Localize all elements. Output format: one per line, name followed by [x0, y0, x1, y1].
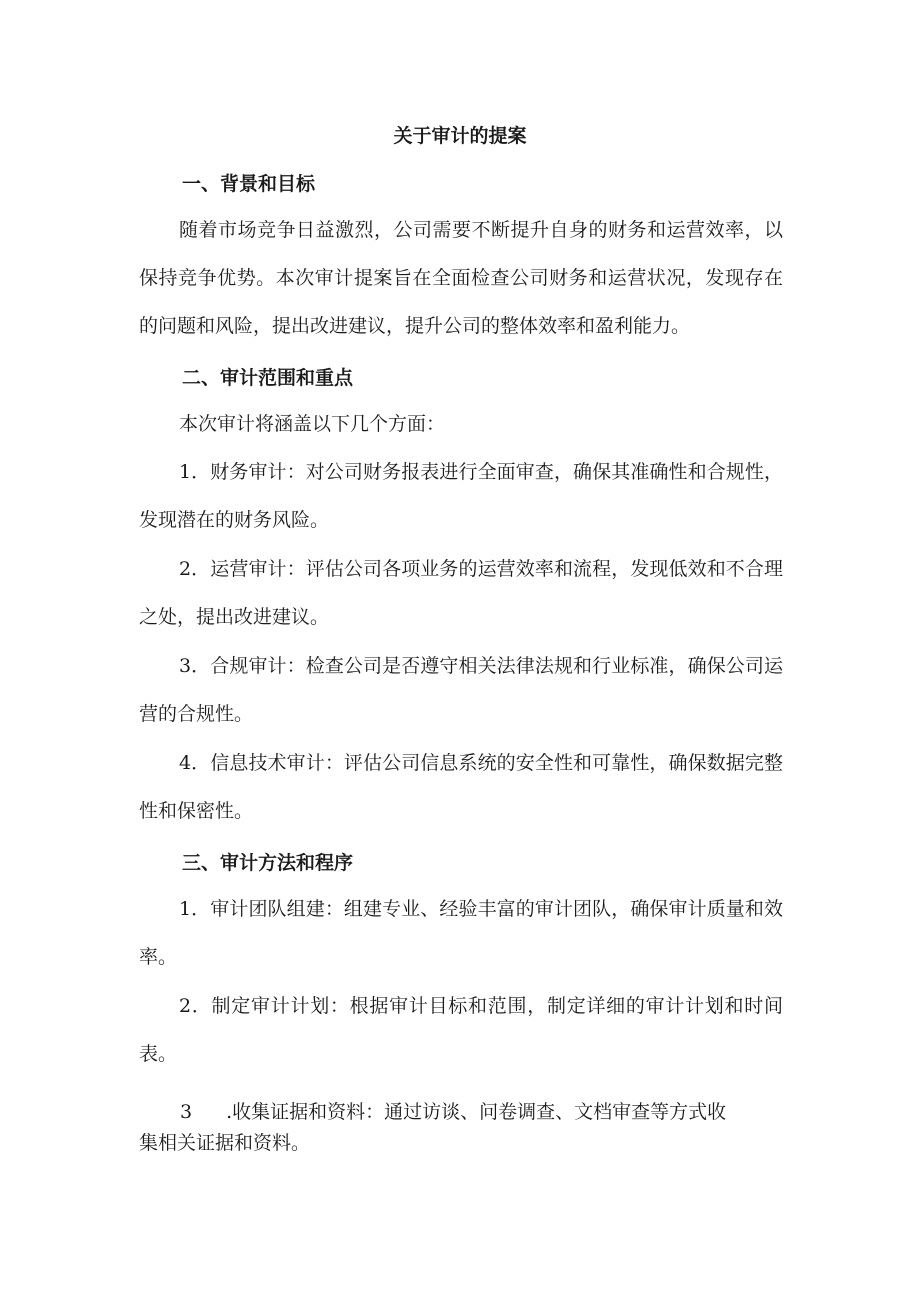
list-item-number: 3: [180, 1101, 193, 1123]
list-item-compliance-audit: 3．合规审计：检查公司是否遵守相关法律法规和行业标准，确保公司运营的合规性。: [139, 655, 783, 725]
section-heading-methods: 三、审计方法和程序: [182, 852, 354, 874]
document-title: 关于审计的提案: [393, 125, 527, 147]
section-heading-scope: 二、审计范围和重点: [182, 367, 354, 389]
list-item-financial-audit: 1．财务审计：对公司财务报表进行全面审查，确保其准确性和合规性，发现潜在的财务风险。: [139, 461, 783, 531]
list-item-evidence-collection-line2: 集相关证据和资料。: [139, 1132, 311, 1154]
list-item-text: .收集证据和资料：通过访谈、问卷调查、文档审查等方式收: [226, 1101, 727, 1123]
list-item-operational-audit: 2．运营审计：评估公司各项业务的运营效率和流程，发现低效和不合理之处，提出改进建议。: [139, 558, 783, 628]
paragraph-background: 随着市场竞争日益激烈，公司需要不断提升自身的财务和运营效率，以保持竞争优势。本次审计提案旨在全面检查公司财务和运营状况，发现存在的问题和风险，提出改进建议，提升公司的整体效率和盈利能力。: [139, 219, 783, 337]
list-item-audit-plan: 2．制定审计计划：根据审计目标和范围，制定详细的审计计划和时间表。: [139, 995, 783, 1065]
list-item-it-audit: 4．信息技术审计：评估公司信息系统的安全性和可靠性，确保数据完整性和保密性。: [139, 752, 783, 822]
list-item-team-building: 1．审计团队组建：组建专业、经验丰富的审计团队，确保审计质量和效率。: [139, 898, 783, 968]
list-item-evidence-collection-line1: [180, 1100, 726, 1124]
section-heading-background: 一、背景和目标: [182, 173, 316, 195]
paragraph-scope-intro: 本次审计将涵盖以下几个方面：: [179, 413, 446, 435]
